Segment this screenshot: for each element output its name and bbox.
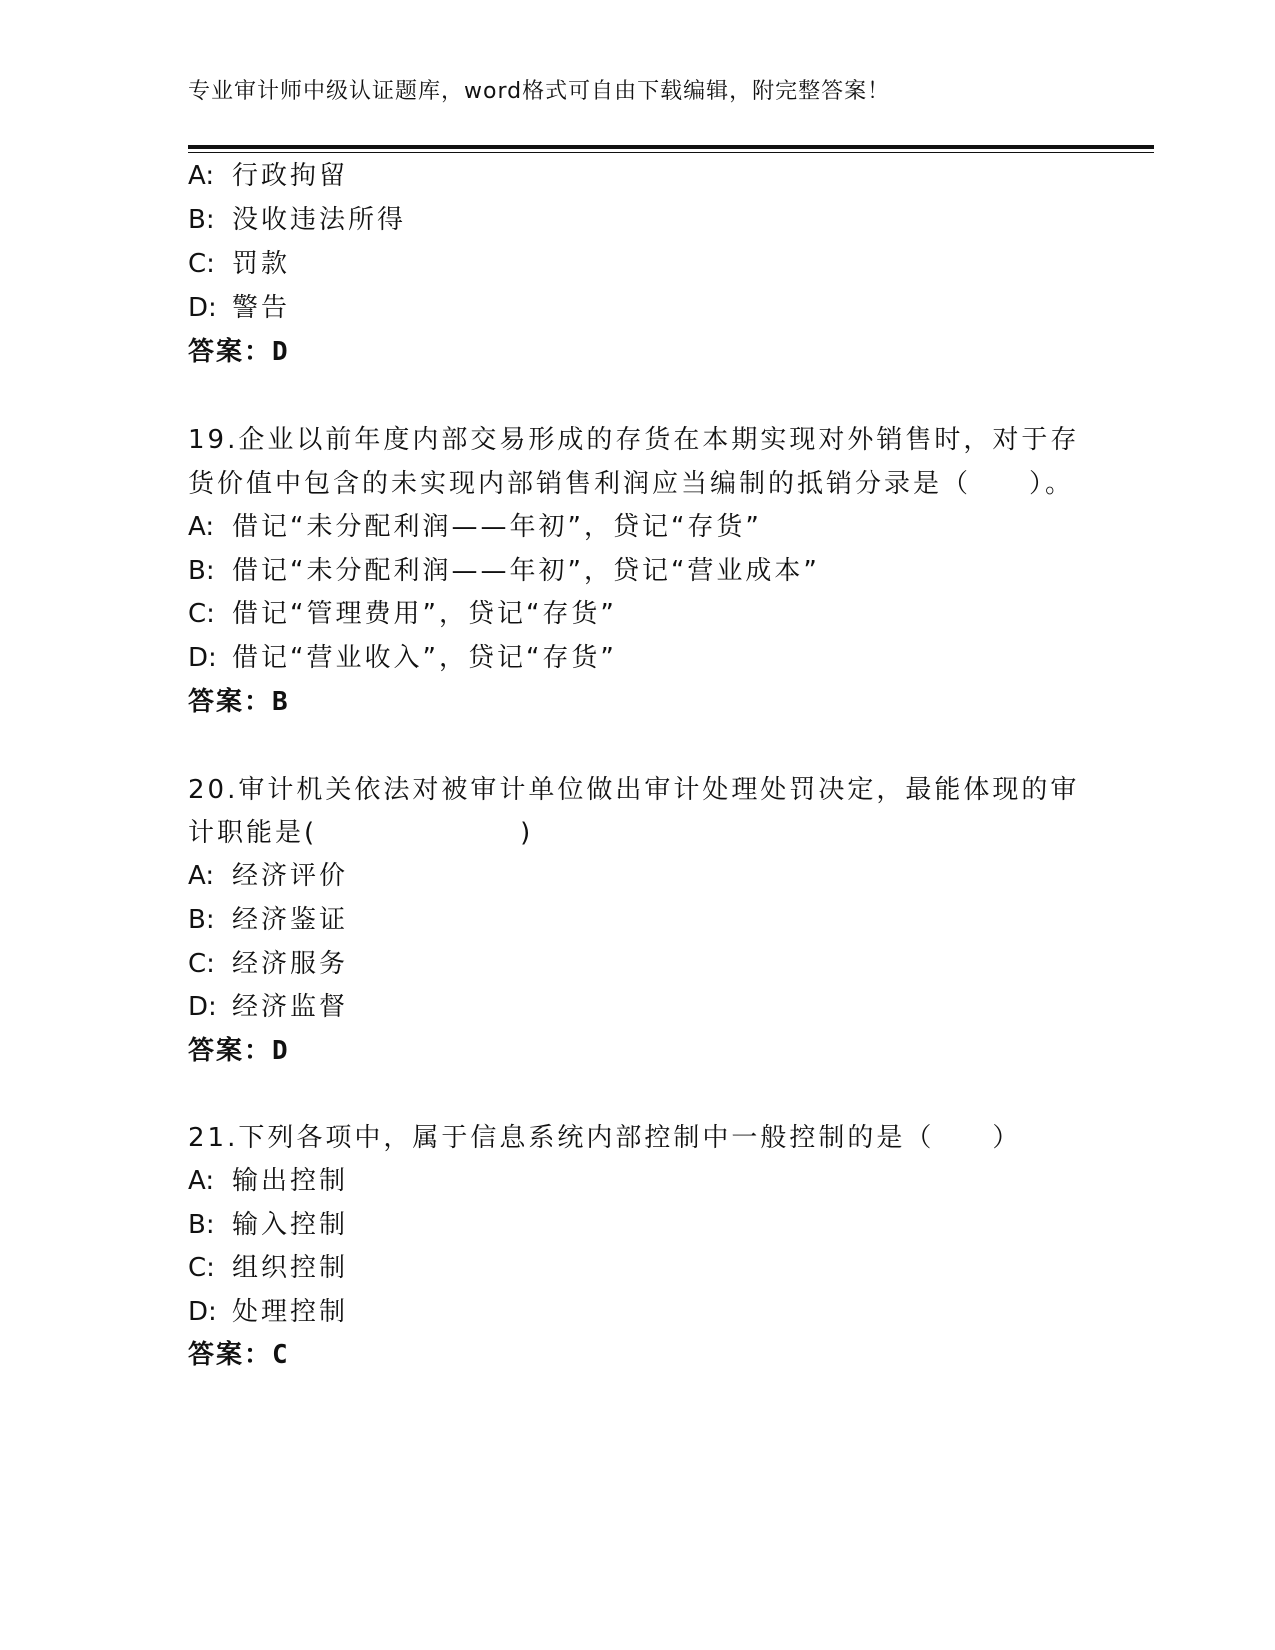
- q18-option-c: [188, 248, 290, 280]
- option-text: 经济鉴证: [232, 905, 349, 935]
- q19-option-b: [188, 555, 820, 587]
- answer-value: D: [272, 337, 288, 367]
- answer-value: C: [272, 1340, 288, 1370]
- q21-option-b: [188, 1209, 348, 1241]
- q20-option-a: [188, 860, 348, 892]
- q19-option-c: [188, 598, 617, 630]
- answer-label: 答案：: [188, 1340, 273, 1370]
- q19-answer: [188, 686, 288, 718]
- answer-label: 答案：: [188, 1036, 273, 1066]
- answer-value: D: [272, 1036, 288, 1066]
- option-text: 借记“管理费用”，贷记“存货”: [232, 599, 617, 629]
- option-letter: D:: [188, 643, 217, 673]
- option-text: 行政拘留: [232, 161, 349, 191]
- option-text: 组织控制: [232, 1253, 349, 1283]
- q19-option-d: [188, 642, 617, 674]
- option-letter: B:: [188, 556, 215, 586]
- option-text: 输入控制: [232, 1210, 349, 1240]
- q21-answer: [188, 1339, 288, 1371]
- option-text: 处理控制: [232, 1297, 349, 1327]
- q20-option-d: [188, 991, 348, 1023]
- q18-option-b: [188, 204, 406, 236]
- q21-option-a: [188, 1165, 348, 1197]
- option-text: 借记“未分配利润——年初”，贷记“存货”: [232, 512, 762, 542]
- option-letter: C:: [188, 1253, 215, 1283]
- q19-stem-line2: 货价值中包含的未实现内部销售利润应当编制的抵销分录是（ ）。: [188, 469, 1075, 499]
- option-text: 经济监督: [232, 992, 349, 1022]
- option-letter: A:: [188, 161, 215, 191]
- option-letter: B:: [188, 905, 215, 935]
- q20-option-c: [188, 948, 348, 980]
- option-letter: A:: [188, 861, 215, 891]
- option-text: 输出控制: [232, 1166, 349, 1196]
- option-letter: D:: [188, 293, 217, 323]
- option-text: 借记“营业收入”，贷记“存货”: [232, 643, 617, 673]
- q21-option-c: [188, 1252, 348, 1284]
- q20-answer: [188, 1035, 288, 1067]
- page-header: 专业审计师中级认证题库，word格式可自由下载编辑，附完整答案！: [188, 79, 891, 104]
- option-letter: C:: [188, 949, 215, 979]
- answer-label: 答案：: [188, 337, 273, 367]
- option-text: 没收违法所得: [232, 205, 407, 235]
- option-letter: C:: [188, 249, 215, 279]
- q18-option-a: [188, 160, 348, 192]
- option-text: 借记“未分配利润——年初”，贷记“营业成本”: [232, 556, 820, 586]
- option-letter: D:: [188, 992, 217, 1022]
- answer-value: B: [272, 687, 288, 717]
- option-letter: A:: [188, 512, 215, 542]
- q20-stem-line1: 20.审计机关依法对被审计单位做出审计处理处罚决定，最能体现的审: [188, 775, 1080, 805]
- q21-stem-line1: 21.下列各项中，属于信息系统内部控制中一般控制的是（ ）: [188, 1123, 1022, 1153]
- header-rule-thin: [188, 152, 1154, 153]
- option-letter: C:: [188, 599, 215, 629]
- q21-option-d: [188, 1296, 348, 1328]
- option-text: 罚款: [232, 249, 291, 279]
- option-text: 警告: [232, 293, 291, 323]
- q18-option-d: [188, 292, 290, 324]
- q20-stem-line2: 计职能是( ): [188, 818, 534, 848]
- answer-label: 答案：: [188, 687, 273, 717]
- option-letter: D:: [188, 1297, 217, 1327]
- option-letter: B:: [188, 205, 215, 235]
- option-letter: A:: [188, 1166, 215, 1196]
- header-rule-thick: [188, 145, 1154, 149]
- option-text: 经济服务: [232, 949, 349, 979]
- option-letter: B:: [188, 1210, 215, 1240]
- q18-answer: [188, 336, 288, 368]
- q19-stem-line1: 19.企业以前年度内部交易形成的存货在本期实现对外销售时，对于存: [188, 425, 1080, 455]
- q20-option-b: [188, 904, 348, 936]
- q19-option-a: [188, 511, 762, 543]
- option-text: 经济评价: [232, 861, 349, 891]
